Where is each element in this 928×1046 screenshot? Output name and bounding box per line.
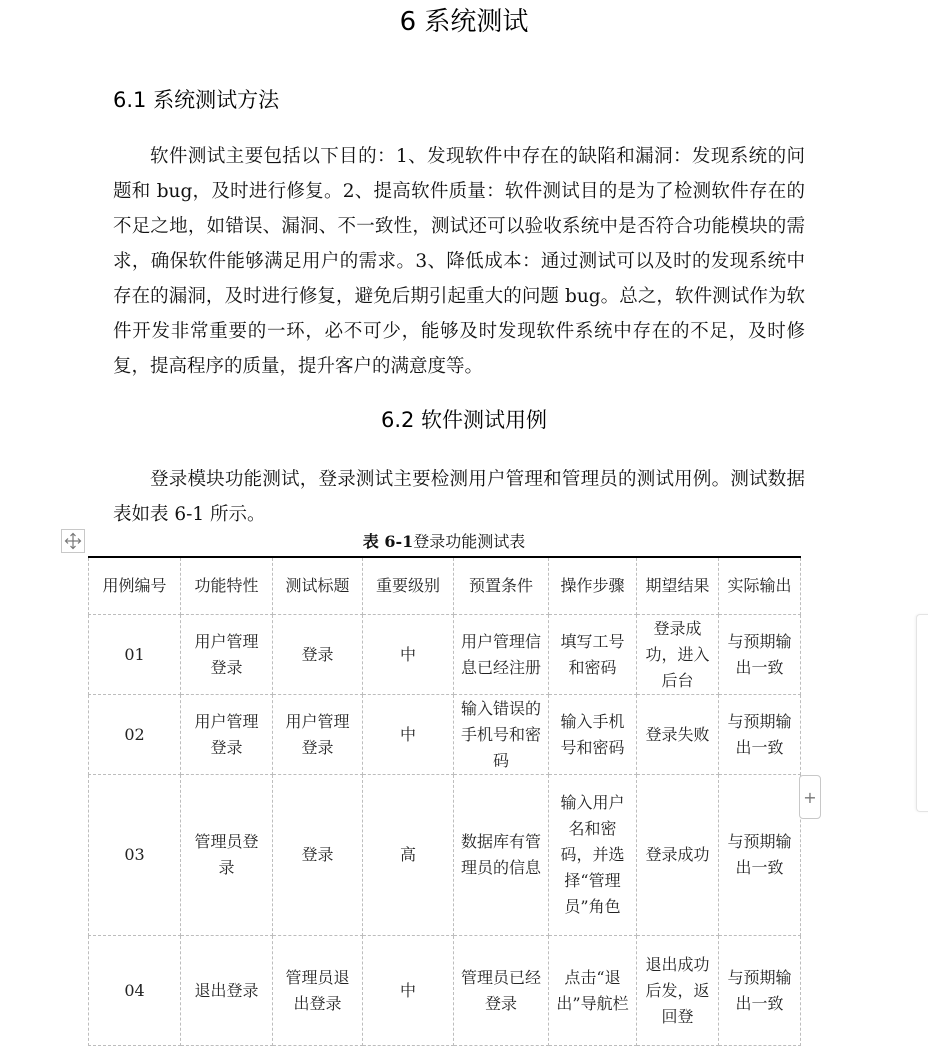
- cell-expected: 登录成功: [637, 775, 719, 936]
- cell-case-id: 01: [89, 615, 181, 695]
- cell-case-id: 02: [89, 695, 181, 775]
- cell-actual: 与预期输出一致: [719, 775, 801, 936]
- cell-precondition: 用户管理信息已经注册: [454, 615, 549, 695]
- cell-steps: 输入手机号和密码: [549, 695, 637, 775]
- section-paragraph-6-1: 软件测试主要包括以下目的：1、发现软件中存在的缺陷和漏洞：发现系统的问题和 bug，及时进行修复。2、提高软件质量：软件测试目的是为了检测软件存在的不足之地，如错误、漏洞、不一致性，测试还可以验收系统中是否符合功能模块的需求，确保软件能够满足用户的需求。3、降低成本：通过测试可以及时的发现系统中存在的漏洞，及时进行修复，避免后期引起重大的问题 bug。总之，软件测试作为软件开发非常重要的一环，必不可少，能够及时发现软件系统中存在的不足，及时修复，提高程序的质量，提升客户的满意度等。: [113, 146, 805, 377]
- table-move-handle[interactable]: [61, 529, 85, 553]
- header-actual: 实际输出: [719, 557, 801, 615]
- cell-feature: 用户管理登录: [181, 615, 273, 695]
- cell-steps: 点击“退出”导航栏: [549, 936, 637, 1046]
- cell-actual: 与预期输出一致: [719, 615, 801, 695]
- cell-steps: 填写工号和密码: [549, 615, 637, 695]
- cell-feature: 管理员登录: [181, 775, 273, 936]
- cell-expected: 登录失败: [637, 695, 719, 775]
- table-row: [89, 695, 801, 775]
- table-row: [89, 775, 801, 936]
- cell-priority: 中: [363, 615, 454, 695]
- cell-feature: 用户管理登录: [181, 695, 273, 775]
- header-case-id: 用例编号: [89, 557, 181, 615]
- cell-test-title: 用户管理登录: [273, 695, 363, 775]
- side-panel-tab[interactable]: [916, 614, 928, 812]
- cell-case-id: 03: [89, 775, 181, 936]
- header-feature: 功能特性: [181, 557, 273, 615]
- plus-icon: +: [803, 787, 817, 807]
- header-steps: 操作步骤: [549, 557, 637, 615]
- header-test-title: 测试标题: [273, 557, 363, 615]
- cell-expected: 退出成功后发，返回登: [637, 936, 719, 1046]
- table-caption-text: 登录功能测试表: [413, 532, 526, 551]
- chapter-title: 6 系统测试: [399, 7, 529, 37]
- cell-precondition: 管理员已经登录: [454, 936, 549, 1046]
- move-arrows-icon: [64, 532, 82, 550]
- test-case-table: [88, 556, 801, 1046]
- cell-test-title: 登录: [273, 615, 363, 695]
- cell-test-title: 登录: [273, 775, 363, 936]
- table-row: [89, 615, 801, 695]
- cell-priority: 高: [363, 775, 454, 936]
- cell-priority: 中: [363, 695, 454, 775]
- cell-expected: 登录成功，进入后台: [637, 615, 719, 695]
- header-precondition: 预置条件: [454, 557, 549, 615]
- cell-precondition: 输入错误的手机号和密码: [454, 695, 549, 775]
- cell-test-title: 管理员退出登录: [273, 936, 363, 1046]
- cell-steps: 输入用户名和密码，并选择“管理员”角色: [549, 775, 637, 936]
- section-title-6-1: 6.1 系统测试方法: [113, 88, 280, 112]
- cell-feature: 退出登录: [181, 936, 273, 1046]
- table-caption-number: 表 6-1: [362, 532, 414, 551]
- cell-priority: 中: [363, 936, 454, 1046]
- cell-case-id: 04: [89, 936, 181, 1046]
- header-expected: 期望结果: [637, 557, 719, 615]
- cell-precondition: 数据库有管理员的信息: [454, 775, 549, 936]
- section-paragraph-6-2: 登录模块功能测试，登录测试主要检测用户管理和管理员的测试用例。测试数据表如表 6-1 所示。: [113, 469, 805, 525]
- table-caption: [88, 529, 800, 555]
- add-row-button[interactable]: [799, 775, 821, 819]
- cell-actual: 与预期输出一致: [719, 695, 801, 775]
- header-priority: 重要级别: [363, 557, 454, 615]
- section-title-6-2: 6.2 软件测试用例: [380, 408, 548, 432]
- table-header-row: [89, 557, 801, 615]
- table-row: [89, 936, 801, 1046]
- cell-actual: 与预期输出一致: [719, 936, 801, 1046]
